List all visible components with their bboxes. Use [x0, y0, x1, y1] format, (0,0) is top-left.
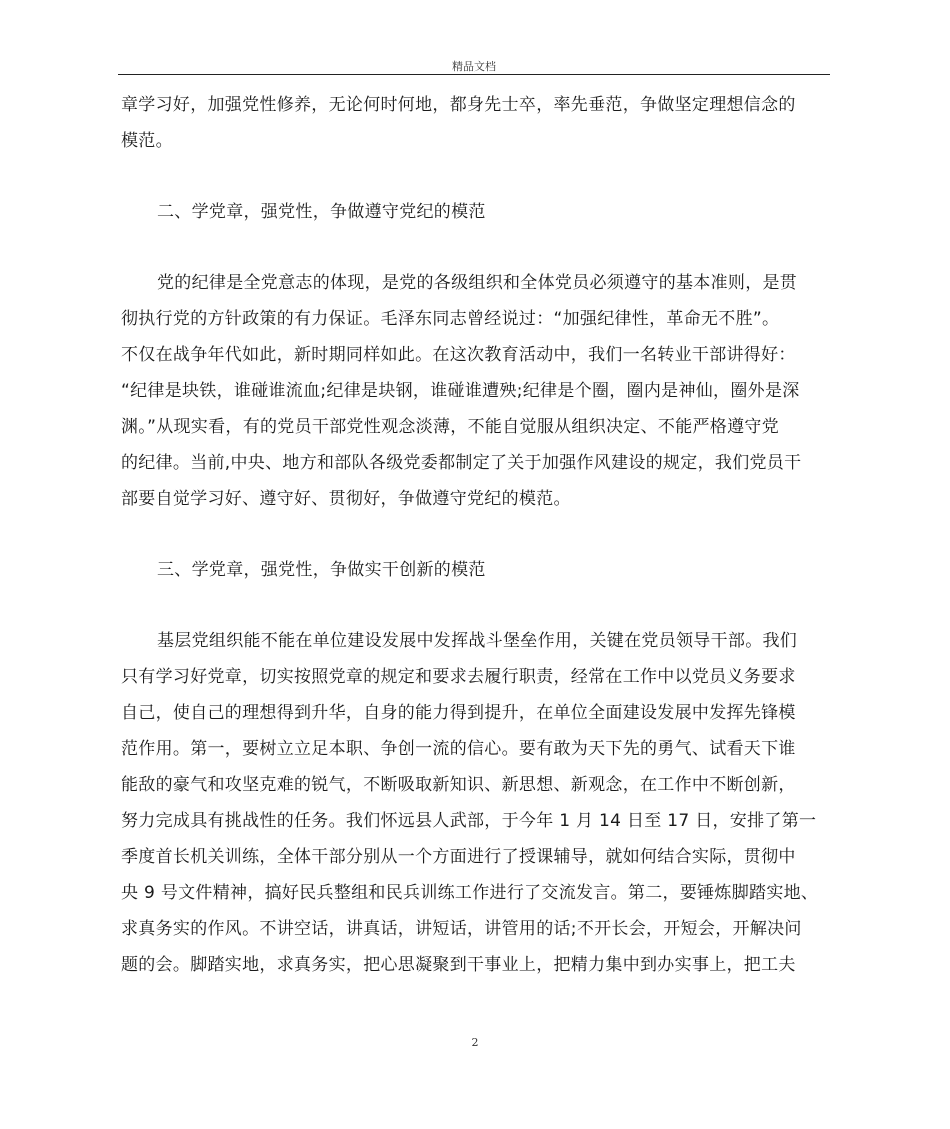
body-line: 求真务实的作风。不讲空话，讲真话，讲短话，讲管用的话;不开长会，开短会，开解决问	[121, 919, 802, 939]
body-line: 努力完成具有挑战性的任务。我们怀远县人武部，于今年 1 月 14 日至 17 日，安排了第一	[121, 811, 817, 831]
body-line: 的纪律。当前,中央、地方和部队各级党委都制定了关于加强作风建设的规定，我们党员干	[121, 453, 802, 473]
body-line: 彻执行党的方针政策的有力保证。毛泽东同志曾经说过：“加强纪律性，革命无不胜”。	[121, 309, 780, 329]
paragraph-gap	[121, 517, 831, 552]
paragraph-gap	[121, 159, 831, 194]
section-heading: 二、学党章，强党性，争做遵守党纪的模范	[157, 202, 486, 222]
body-line: 季度首长机关训练，全体干部分别从一个方面进行了授课辅导，就如何结合实际，贯彻中	[121, 847, 796, 867]
body-line: 模范。	[121, 131, 173, 151]
body-line: 自己，使自己的理想得到升华，自身的能力得到提升，在单位全面建设发展中发挥先锋模	[121, 703, 796, 723]
body-line: 能敌的豪气和攻坚克难的锐气，不断吸取新知识、新思想、新观念，在工作中不断创新，	[121, 775, 796, 795]
body-line: 党的纪律是全党意志的体现，是党的各级组织和全体党员必须遵守的基本准则，是贯	[157, 273, 798, 293]
paragraph-gap	[121, 230, 831, 265]
page-number: 2	[471, 1036, 479, 1049]
header-rule	[118, 74, 830, 75]
body-line: 章学习好，加强党性修养，无论何时何地，都身先士卒，率先垂范，争做坚定理想信念的	[121, 95, 796, 115]
page-header: 精品文档	[452, 60, 496, 73]
body-line: 题的会。脚踏实地，求真务实，把心思凝聚到干事业上，把精力集中到办实事上，把工夫	[121, 955, 796, 975]
body-line: 范作用。第一，要树立立足本职、争创一流的信心。要有敢为天下先的勇气、试看天下谁	[121, 739, 796, 759]
body-line: “纪律是块铁，谁碰谁流血;纪律是块钢，谁碰谁遭殃;纪律是个圈，圈内是神仙，圈外是深	[121, 381, 800, 401]
body-line: 不仅在战争年代如此，新时期同样如此。在这次教育活动中，我们一名转业干部讲得好：	[121, 345, 796, 365]
body-line: 渊。”从现实看，有的党员干部党性观念淡薄，不能自觉服从组织决定、不能严格遵守党	[121, 417, 780, 437]
body-line: 部要自觉学习好、遵守好、贯彻好，争做遵守党纪的模范。	[121, 489, 571, 509]
body-line: 央 9 号文件精神，搞好民兵整组和民兵训练工作进行了交流发言。第二，要锤炼脚踏实地、	[121, 883, 819, 903]
paragraph-gap	[121, 588, 831, 623]
section-heading: 三、学党章，强党性，争做实干创新的模范	[157, 560, 486, 580]
body-line: 基层党组织能不能在单位建设发展中发挥战斗堡垒作用，关键在党员领导干部。我们	[157, 631, 798, 651]
document-body	[121, 87, 831, 983]
body-line: 只有学习好党章，切实按照党章的规定和要求去履行职责，经常在工作中以党员义务要求	[121, 667, 796, 687]
